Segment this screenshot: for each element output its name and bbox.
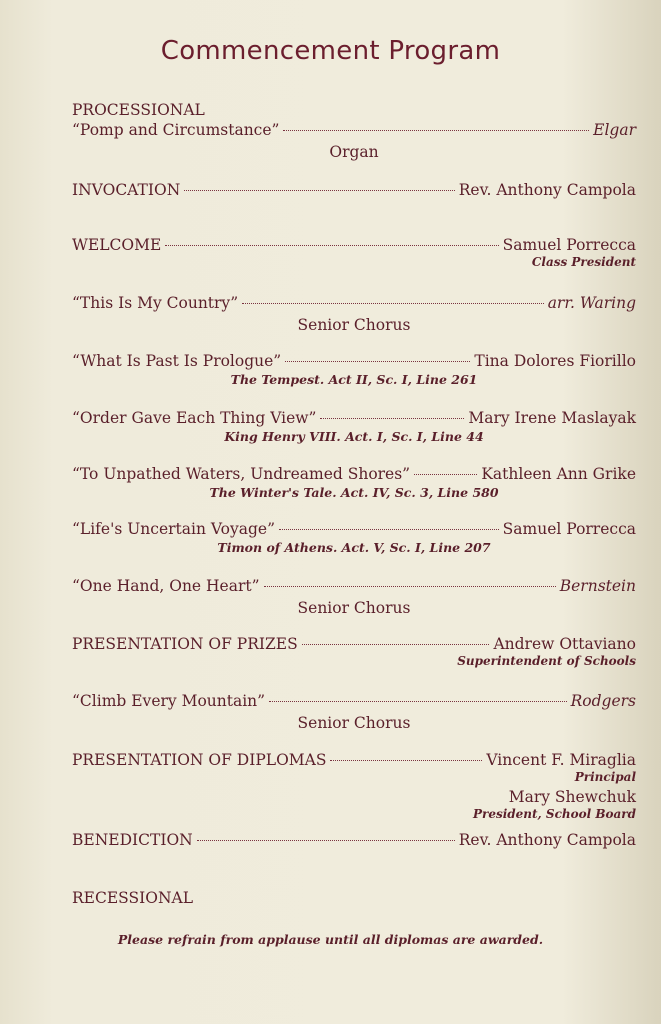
welcome-entry (72, 235, 636, 269)
mountain-performer: Senior Chorus (297, 714, 411, 732)
invocation-entry (72, 180, 636, 200)
benediction-name: Rev. Anthony Campola (458, 831, 636, 849)
diplomas-role2: President, School Board (472, 807, 636, 821)
prizes-entry (72, 634, 636, 668)
leader-dots (302, 644, 490, 645)
voyage-source: Timon of Athens. Act. V, Sc. I, Line 207 (217, 540, 491, 555)
mountain-composer: Rodgers (570, 692, 636, 710)
processional-line (72, 120, 636, 140)
past-name: Tina Dolores Fiorillo (474, 352, 636, 370)
processional-entry (72, 100, 636, 162)
leader-dots (285, 361, 470, 362)
waters-piece: “To Unpathed Waters, Undreamed Shores” (72, 465, 411, 483)
waters-line (72, 464, 636, 484)
recessional-label: RECESSIONAL (72, 889, 194, 907)
welcome-role: Class President (531, 255, 636, 269)
country-piece: “This Is My Country” (72, 294, 239, 312)
welcome-name: Samuel Porrecca (502, 236, 636, 254)
past-source: The Tempest. Act II, Sc. I, Line 261 (230, 372, 478, 387)
mountain-entry (72, 691, 636, 733)
welcome-label: WELCOME (72, 236, 162, 254)
order-source: King Henry VIII. Act. I, Sc. I, Line 44 (224, 429, 484, 444)
voyage-entry (72, 519, 636, 556)
leader-dots (197, 840, 455, 841)
leader-dots (320, 418, 464, 419)
leader-dots (330, 760, 482, 761)
welcome-line (72, 235, 636, 255)
diplomas-role1: Principal (574, 770, 636, 784)
processional-heading: PROCESSIONAL (72, 101, 205, 119)
leader-dots (165, 245, 498, 246)
order-line (72, 408, 636, 428)
diplomas-name1: Vincent F. Miraglia (486, 751, 636, 769)
country-entry (72, 293, 636, 335)
prizes-name: Andrew Ottaviano (493, 635, 636, 653)
invocation-name: Rev. Anthony Campola (458, 181, 636, 199)
processional-performer: Organ (329, 143, 379, 161)
invocation-label: INVOCATION (72, 181, 181, 199)
order-piece: “Order Gave Each Thing View” (72, 409, 317, 427)
diplomas-line (72, 750, 636, 770)
hand-line (72, 576, 636, 596)
waters-source: The Winter's Tale. Act. IV, Sc. 3, Line 580 (209, 485, 499, 500)
diplomas-entry (72, 750, 636, 821)
country-performer: Senior Chorus (297, 316, 411, 334)
voyage-line (72, 519, 636, 539)
hand-performer: Senior Chorus (297, 599, 411, 617)
leader-dots (414, 474, 477, 475)
prizes-label: PRESENTATION OF PRIZES (72, 635, 298, 653)
processional-composer: Elgar (593, 121, 636, 139)
recessional-entry (72, 888, 636, 908)
benediction-label: BENEDICTION (72, 831, 193, 849)
processional-piece: “Pomp and Circumstance” (72, 121, 280, 139)
order-name: Mary Irene Maslayak (468, 409, 636, 427)
prizes-line (72, 634, 636, 654)
diplomas-name2: Mary Shewchuk (508, 788, 636, 806)
benediction-line (72, 830, 636, 850)
voyage-name: Samuel Porrecca (502, 520, 636, 538)
past-piece: “What Is Past Is Prologue” (72, 352, 282, 370)
diplomas-label: PRESENTATION OF DIPLOMAS (72, 751, 327, 769)
hand-composer: Bernstein (559, 577, 636, 595)
country-composer: arr. Waring (547, 294, 636, 312)
past-line (72, 351, 636, 371)
leader-dots (283, 130, 589, 131)
leader-dots (269, 701, 567, 702)
invocation-line (72, 180, 636, 200)
hand-piece: “One Hand, One Heart” (72, 577, 260, 595)
voyage-piece: “Life's Uncertain Voyage” (72, 520, 275, 538)
prizes-role: Superintendent of Schools (457, 654, 636, 668)
page-title: Commencement Program (160, 36, 501, 66)
mountain-line (72, 691, 636, 711)
leader-dots (264, 586, 556, 587)
waters-entry (72, 464, 636, 501)
order-entry (72, 408, 636, 445)
leader-dots (184, 190, 454, 191)
country-line (72, 293, 636, 313)
leader-dots (242, 303, 544, 304)
past-entry (72, 351, 636, 388)
mountain-piece: “Climb Every Mountain” (72, 692, 266, 710)
benediction-entry (72, 830, 636, 850)
applause-note: Please refrain from applause until all diplomas are awarded. (117, 932, 544, 947)
waters-name: Kathleen Ann Grike (481, 465, 636, 483)
hand-entry (72, 576, 636, 618)
leader-dots (279, 529, 499, 530)
